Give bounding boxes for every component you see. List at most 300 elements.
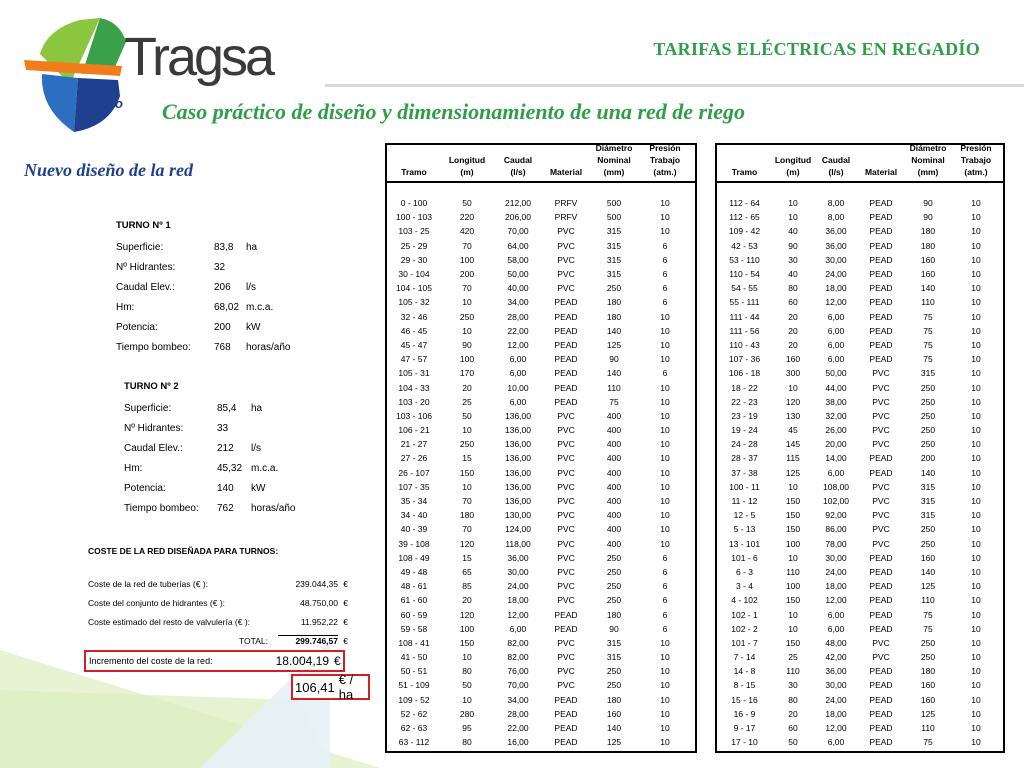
table-cell: PVC: [872, 425, 890, 436]
table-cell: 35 - 34: [400, 496, 428, 507]
table-cell: 70: [462, 240, 472, 251]
table-cell: 6,00: [509, 623, 527, 634]
table-row: [717, 678, 1003, 692]
table-cell: 6,00: [509, 368, 527, 379]
table-row: [717, 451, 1003, 465]
table-column-header-line: (l/s): [510, 167, 526, 177]
table-column-header-line: [387, 154, 441, 166]
table-cell: 6,00: [827, 467, 845, 478]
table-cell: 8,00: [827, 198, 845, 209]
table-cell: 10: [971, 538, 981, 549]
table-cell: 50,00: [507, 269, 529, 280]
table-cell: 10: [462, 481, 472, 492]
table-cell: PVC: [557, 269, 575, 280]
table-row: [387, 281, 695, 295]
table-cell: 15: [462, 453, 472, 464]
table-cell: 10: [660, 382, 670, 393]
table-cell: 30: [788, 680, 798, 691]
table-cell: 22,00: [507, 325, 529, 336]
table-cell: 70: [462, 524, 472, 535]
turno1-row-unit: horas/año: [246, 341, 291, 353]
table-cell: 76,00: [507, 666, 529, 677]
table-cell: 180: [606, 609, 622, 620]
table-cell: 78,00: [825, 538, 847, 549]
table-cell: 6: [662, 552, 668, 563]
table-row: [717, 480, 1003, 494]
table-column-header-line: (m): [460, 167, 474, 177]
table-cell: PRFV: [554, 212, 578, 223]
table-cell: 108,00: [823, 481, 849, 492]
table-cell: 120: [459, 538, 475, 549]
table-cell: 18,00: [507, 595, 529, 606]
table-row: [387, 607, 695, 621]
table-row: [717, 508, 1003, 522]
table-cell: 10: [971, 708, 981, 719]
table-column-header-line: [772, 142, 814, 154]
table-cell: 109 - 52: [398, 694, 430, 705]
table-column-header-line: [858, 142, 904, 154]
turno2-row-value: 45,32: [217, 462, 243, 474]
table-cell: 46 - 45: [400, 325, 428, 336]
table-cell: PEAD: [554, 609, 578, 620]
table-cell: PEAD: [869, 694, 893, 705]
turno1-row-label: Nº Hidrantes:: [116, 261, 176, 273]
table-row: [717, 366, 1003, 380]
brand-name: Tragsa: [124, 27, 273, 87]
table-cell: 10: [971, 566, 981, 577]
table-cell: 12 - 5: [733, 510, 756, 521]
table-cell: 10: [660, 354, 670, 365]
table-cell: 250: [606, 666, 622, 677]
turno1-row: [116, 317, 290, 337]
cost-row-value: 48.750,00: [300, 597, 338, 608]
table-column-header-line: (l/s): [828, 167, 844, 177]
table-row: [387, 636, 695, 650]
table-cell: PEAD: [554, 623, 578, 634]
turno2-row-value: 85,4: [217, 402, 237, 414]
turno1-row: [116, 277, 290, 297]
turno1-row-value: 206: [214, 281, 231, 293]
table-cell: 28,00: [507, 708, 529, 719]
table-row: [387, 423, 695, 437]
turno2-row: [124, 478, 295, 498]
table-cell: 10: [660, 396, 670, 407]
table-cell: 58,00: [507, 254, 529, 265]
table-cell: 180: [606, 311, 622, 322]
table-column-header: [814, 142, 858, 178]
table-cell: 6: [662, 368, 668, 379]
table-cell: 10: [660, 737, 670, 748]
table-cell: 10: [971, 198, 981, 209]
table-cell: 10: [660, 325, 670, 336]
table-cell: 38,00: [825, 396, 847, 407]
table-cell: 136,00: [505, 481, 531, 492]
table-cell: 10: [971, 410, 981, 421]
table-cell: PRFV: [554, 198, 578, 209]
table-cell: 85: [462, 581, 472, 592]
table-column-header-line: Longitud: [774, 155, 812, 165]
table-cell: 20: [788, 311, 798, 322]
table-cell: 10: [971, 226, 981, 237]
table-cell: 25: [462, 396, 472, 407]
turno-2-block: [124, 381, 295, 518]
table-cell: 32 - 46: [400, 311, 428, 322]
table-cell: 250: [920, 396, 936, 407]
cost-summary-title: COSTE DE LA RED DISEÑADA PARA TURNOS:: [88, 546, 279, 556]
table-cell: 6: [662, 283, 668, 294]
table-cell: 10: [462, 652, 472, 663]
table-cell: 75: [923, 623, 933, 634]
table-cell: 10: [788, 198, 798, 209]
table-cell: 105 - 31: [398, 368, 430, 379]
table-column-header-line: [717, 142, 772, 154]
table-cell: 315: [920, 481, 936, 492]
table-cell: 136,00: [505, 467, 531, 478]
table-cell: 23 - 19: [731, 410, 758, 421]
header-divider: [325, 84, 1024, 87]
table-cell: PEAD: [869, 467, 893, 478]
table-cell: 50,00: [825, 368, 847, 379]
turno2-row-label: Potencia:: [124, 482, 166, 494]
turno2-row: [124, 458, 295, 478]
table-row: [717, 239, 1003, 253]
table-column-header-line: Nominal: [911, 155, 945, 165]
table-cell: 136,00: [505, 496, 531, 507]
table-cell: 315: [606, 226, 622, 237]
table-cell: 25 - 29: [400, 240, 428, 251]
table-column-header-line: Presión: [649, 143, 681, 153]
table-cell: 10: [971, 723, 981, 734]
table-cell: 28,00: [507, 311, 529, 322]
table-row: [717, 196, 1003, 210]
table-cell: 250: [606, 680, 622, 691]
table-row: [717, 409, 1003, 423]
table-cell: PEAD: [554, 737, 578, 748]
table-cell: PVC: [557, 453, 575, 464]
table-cell: 10: [660, 339, 670, 350]
page-header-title: TARIFAS ELÉCTRICAS EN REGADÍO: [653, 39, 980, 59]
table-row: [717, 338, 1003, 352]
cost-row-currency: €: [343, 616, 348, 627]
table-cell: 59 - 58: [400, 623, 428, 634]
cost-row-label: Coste de la red de tuberías (€ ):: [88, 578, 209, 589]
table-row: [387, 565, 695, 579]
table-cell: 10: [971, 595, 981, 606]
table-cell: PVC: [557, 566, 575, 577]
table-row: [387, 693, 695, 707]
table-cell: PVC: [557, 496, 575, 507]
cost-row-currency: €: [343, 578, 348, 589]
table-cell: 32,00: [825, 410, 847, 421]
table-cell: PEAD: [554, 325, 578, 336]
table-cell: 10: [660, 694, 670, 705]
table-cell: 95: [462, 723, 472, 734]
table-cell: PEAD: [869, 354, 893, 365]
table-row: [387, 437, 695, 451]
table-cell: 315: [606, 240, 622, 251]
table-cell: 50: [462, 198, 472, 209]
table-cell: 10: [971, 609, 981, 620]
table-column-header-line: (mm): [603, 167, 625, 177]
table-cell: PEAD: [869, 269, 893, 280]
table-cell: 7 - 14: [733, 652, 756, 663]
table-cell: 103 - 106: [396, 410, 432, 421]
table-row: [387, 707, 695, 721]
turno2-row-label: Nº Hidrantes:: [124, 422, 184, 434]
table-cell: 160: [606, 708, 622, 719]
turno2-row-label: Tiempo bombeo:: [124, 502, 199, 514]
table-cell: 280: [459, 708, 475, 719]
table-column-header-line: Trabajo: [649, 155, 681, 165]
table-row: [387, 508, 695, 522]
table-cell: 82,00: [507, 637, 529, 648]
table-cell: 220: [459, 212, 475, 223]
table-column-header: [717, 142, 772, 178]
turno2-row: [124, 418, 295, 438]
cost-row: [88, 574, 348, 593]
table-cell: 10: [971, 311, 981, 322]
cost-row-value: 11.952,22: [300, 616, 338, 627]
table-cell: PEAD: [869, 453, 893, 464]
pipe-table-right: [715, 143, 1005, 753]
table-cell: 34 - 40: [400, 510, 428, 521]
table-cell: 110: [786, 666, 800, 677]
table-cell: 150: [785, 637, 801, 648]
table-cell: PVC: [872, 410, 890, 421]
table-column-header-line: Tramo: [401, 167, 427, 177]
table-cell: 6: [662, 595, 668, 606]
table-column-header: [858, 142, 904, 178]
table-cell: 10: [660, 410, 670, 421]
table-cell: PVC: [557, 637, 575, 648]
table-row: [387, 735, 695, 749]
table-row: [717, 210, 1003, 224]
table-cell: 10: [971, 283, 981, 294]
table-cell: 100: [785, 581, 801, 592]
table-column-header-line: Longitud: [448, 155, 486, 165]
table-cell: 315: [920, 368, 936, 379]
cost-row: [88, 593, 348, 612]
table-cell: 400: [606, 410, 622, 421]
table-cell: 10: [971, 354, 981, 365]
table-cell: 111 - 56: [729, 325, 760, 336]
table-cell: 10: [462, 425, 472, 436]
cost-total-row: [88, 631, 348, 650]
table-column-header-line: Nominal: [597, 155, 631, 165]
cost-increment-label: Incremento del coste de la red:: [89, 656, 213, 666]
table-cell: PEAD: [869, 325, 893, 336]
table-cell: PEAD: [869, 581, 893, 592]
table-row: [717, 565, 1003, 579]
table-row: [387, 650, 695, 664]
table-column-header: [589, 142, 639, 178]
table-cell: 109 - 42: [728, 226, 761, 237]
table-cell: 48 - 61: [400, 581, 428, 592]
table-cell: PVC: [557, 680, 575, 691]
table-cell: 125: [606, 339, 622, 350]
table-cell: 12,00: [507, 609, 529, 620]
table-cell: 34,00: [507, 297, 529, 308]
table-cell: 60: [788, 723, 798, 734]
table-cell: PVC: [557, 666, 575, 677]
cost-per-ha-value: 106,41: [295, 679, 335, 695]
table-cell: 61 - 60: [400, 595, 428, 606]
turno2-row-value: 762: [217, 502, 234, 514]
table-cell: PEAD: [869, 240, 893, 251]
table-cell: 75: [923, 609, 933, 620]
table-cell: PVC: [872, 496, 890, 507]
table-cell: 180: [606, 297, 622, 308]
table-cell: 107 - 35: [398, 481, 430, 492]
table-row: [717, 466, 1003, 480]
table-cell: 10: [660, 453, 670, 464]
table-cell: 100 - 11: [729, 481, 760, 492]
table-cell: 10: [971, 637, 981, 648]
table-row: [717, 310, 1003, 324]
table-row: [717, 707, 1003, 721]
table-row: [387, 494, 695, 508]
cost-row-value: 239.044,35: [295, 578, 338, 589]
table-row: [387, 224, 695, 238]
table-cell: 315: [920, 496, 936, 507]
table-cell: 10: [971, 666, 981, 677]
table-cell: 104 - 105: [396, 283, 432, 294]
table-column-header-line: Caudal: [821, 155, 851, 165]
table-cell: 10: [971, 297, 981, 308]
table-cell: 400: [606, 496, 622, 507]
turno1-row-label: Caudal Elev.:: [116, 281, 175, 293]
table-cell: PVC: [872, 396, 890, 407]
turno2-row: [124, 438, 295, 458]
turno1-row-value: 83,8: [214, 241, 234, 253]
table-cell: PEAD: [869, 566, 893, 577]
table-cell: 10: [971, 694, 981, 705]
table-row: [387, 366, 695, 380]
table-row: [717, 494, 1003, 508]
table-cell: 42 - 53: [731, 240, 758, 251]
table-cell: 22 - 23: [731, 396, 758, 407]
table-cell: 30,00: [825, 680, 847, 691]
table-cell: PEAD: [554, 382, 578, 393]
table-cell: PVC: [557, 538, 575, 549]
table-column-header-line: (m): [786, 167, 800, 177]
table-cell: 130: [785, 410, 801, 421]
table-cell: 75: [923, 339, 933, 350]
table-cell: 125: [920, 708, 936, 719]
table-cell: 110: [786, 566, 800, 577]
table-cell: 6 - 3: [735, 566, 753, 577]
table-row: [387, 664, 695, 678]
table-cell: 24,00: [507, 581, 529, 592]
table-cell: 40: [788, 226, 798, 237]
table-cell: 125: [785, 467, 801, 478]
table-cell: 36,00: [825, 226, 847, 237]
table-cell: 145: [785, 439, 801, 450]
table-cell: 250: [920, 382, 936, 393]
table-cell: 36,00: [507, 552, 529, 563]
table-cell: 6: [662, 581, 668, 592]
table-row: [717, 352, 1003, 366]
table-cell: 70: [462, 496, 472, 507]
table-cell: 12,00: [825, 297, 847, 308]
table-cell: 10: [971, 453, 981, 464]
turno1-row-unit: l/s: [246, 281, 256, 293]
table-cell: 29 - 30: [400, 254, 428, 265]
table-cell: 40 - 39: [400, 524, 428, 535]
table-cell: 54 - 55: [731, 283, 758, 294]
turno1-row-value: 200: [214, 321, 231, 333]
table-row: [717, 622, 1003, 636]
table-cell: 10: [660, 708, 670, 719]
table-cell: 12,00: [825, 723, 847, 734]
table-row: [717, 537, 1003, 551]
table-cell: 102,00: [823, 496, 849, 507]
table-cell: 10: [660, 198, 670, 209]
table-cell: 250: [920, 538, 936, 549]
table-cell: PVC: [872, 538, 890, 549]
table-cell: 24 - 28: [731, 439, 758, 450]
table-cell: 110: [921, 723, 935, 734]
table-cell: 10: [971, 524, 981, 535]
table-cell: 8 - 15: [733, 680, 756, 691]
table-cell: 63 - 112: [398, 737, 430, 748]
table-cell: 6: [662, 623, 668, 634]
table-cell: PEAD: [869, 680, 893, 691]
table-cell: 106 - 21: [398, 425, 430, 436]
table-cell: 55 - 111: [729, 297, 760, 308]
table-cell: 20: [462, 382, 472, 393]
table-row: [717, 664, 1003, 678]
turno1-row: [116, 237, 290, 257]
table-cell: 10: [660, 496, 670, 507]
table-cell: 100: [785, 538, 801, 549]
table-cell: 140: [920, 566, 936, 577]
table-cell: 250: [920, 439, 936, 450]
table-cell: 17 - 10: [731, 737, 758, 748]
table-cell: PEAD: [554, 311, 578, 322]
table-cell: 110: [607, 382, 621, 393]
table-column-header-line: (mm): [917, 167, 939, 177]
turno-1-block: [116, 220, 290, 357]
table-cell: PEAD: [869, 552, 893, 563]
table-cell: 10: [971, 496, 981, 507]
page-subtitle: Caso práctico de diseño y dimensionamiento de una red de riego: [162, 99, 745, 124]
table-row: [387, 295, 695, 309]
turno2-row-unit: kW: [251, 482, 266, 494]
table-row: [387, 480, 695, 494]
table-cell: PEAD: [869, 311, 893, 322]
turno2-row-label: Superficie:: [124, 402, 172, 414]
table-cell: 10,00: [507, 382, 529, 393]
table-cell: 100: [459, 623, 475, 634]
table-cell: 315: [606, 254, 622, 265]
table-cell: 24,00: [825, 566, 847, 577]
table-cell: 112 - 65: [729, 212, 760, 223]
table-row: [387, 395, 695, 409]
table-cell: PVC: [557, 226, 575, 237]
table-row: [717, 437, 1003, 451]
table-cell: 10: [660, 652, 670, 663]
table-cell: 200: [920, 453, 936, 464]
table-cell: 160: [920, 254, 936, 265]
table-column-header-line: [858, 154, 904, 166]
table-cell: 20: [462, 595, 472, 606]
table-cell: 110: [921, 595, 935, 606]
table-cell: PEAD: [554, 396, 578, 407]
table-cell: 400: [606, 425, 622, 436]
pipe-table-right-header: [717, 145, 1003, 183]
table-cell: 10: [462, 694, 472, 705]
